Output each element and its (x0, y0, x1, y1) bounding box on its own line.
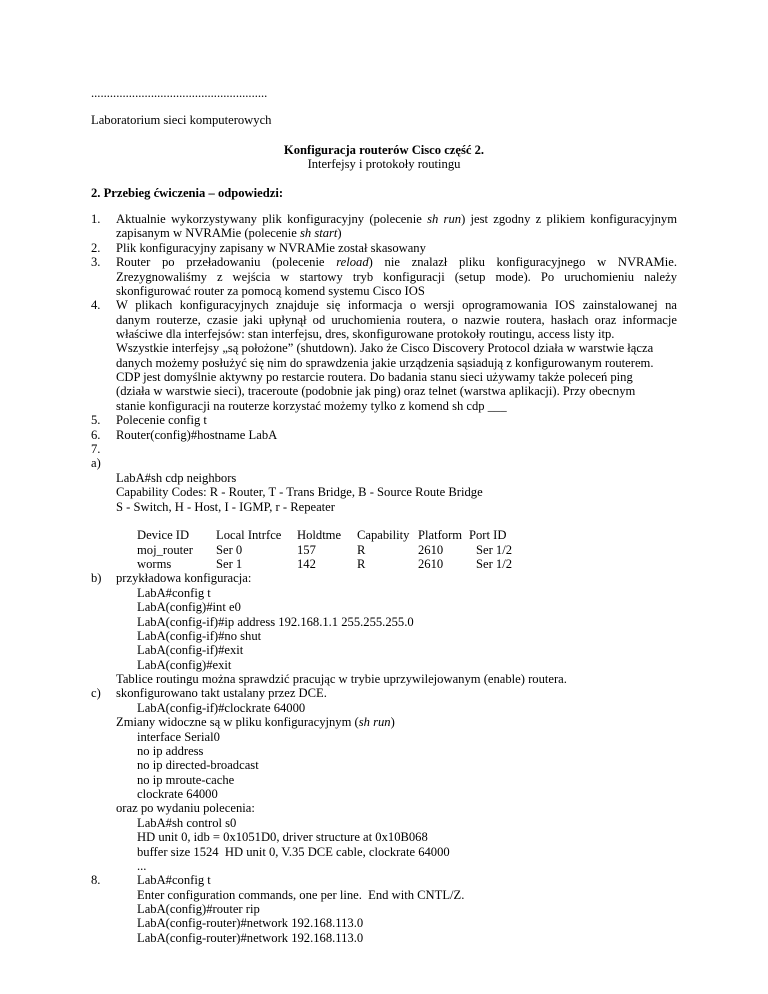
item-number: 1. (91, 212, 101, 226)
item6-text: Router(config)#hostname LabA (116, 428, 278, 442)
item-number: 7. (91, 442, 101, 456)
capability-codes-1: Capability Codes: R - Router, T - Trans Bridge, B - Source Route Bridge (116, 485, 483, 499)
item-number: 5. (91, 413, 101, 427)
document-title: Konfiguracja routerów Cisco część 2. (283, 143, 485, 157)
config-line: LabA(config-if)#exit (137, 643, 244, 657)
table-cell: 2610 (418, 543, 444, 557)
table-header: Local Intrfce (216, 528, 282, 542)
item4-line4: Wszystkie interfejsy „są położone” (shutdown). Jako że Cisco Discovery Protocol działa w warstwie łącza (116, 341, 654, 355)
c-intro: skonfigurowano takt ustalany przez DCE. (116, 686, 327, 700)
config-line: LabA#config t (137, 586, 211, 600)
b-intro: przykładowa konfiguracja: (116, 571, 252, 585)
config-line: no ip directed-broadcast (137, 758, 259, 772)
config-line: interface Serial0 (137, 730, 220, 744)
table-cell: moj_router (137, 543, 193, 557)
table-cell: Ser 1 (216, 557, 243, 571)
show-line: LabA#sh control s0 (137, 816, 237, 830)
config-line: no ip mroute-cache (137, 773, 235, 787)
rip-line: LabA#config t (137, 873, 211, 887)
config-line: no ip address (137, 744, 204, 758)
subitem-label: a) (91, 456, 101, 470)
table-header: Platform (418, 528, 463, 542)
rip-line: LabA(config-router)#network 192.168.113.0 (137, 931, 364, 945)
author-dots: ........................................................ (91, 86, 268, 100)
item1-line1: Aktualnie wykorzystywany plik konfiguracyjny (polecenie sh run) jest zgodny z plikiem konfiguracyjnym (116, 212, 678, 226)
item-number: 2. (91, 241, 101, 255)
lab-name: Laboratorium sieci komputerowych (91, 113, 272, 127)
table-cell: worms (137, 557, 172, 571)
table-cell: R (357, 543, 366, 557)
item4-line3: właściwe dla interfejsów: stan interfejsu, dres, skonfigurowane protokoły routingu, access listy itp. (116, 327, 615, 341)
rip-line: Enter configuration commands, one per line. End with CNTL/Z. (137, 888, 465, 902)
table-header: Device ID (137, 528, 190, 542)
rip-line: LabA(config)#router rip (137, 902, 260, 916)
table-cell: Ser 1/2 (476, 543, 513, 557)
subitem-label: b) (91, 571, 102, 585)
item-number: 3. (91, 255, 101, 269)
show-line: ... (137, 859, 147, 873)
item4-line5: danych możemy posłużyć się nim do sprawdzenia jakie urządzenia sąsiadują z konfigurowanym routerem. (116, 356, 654, 370)
config-line: LabA(config)#exit (137, 658, 232, 672)
capability-codes-2: S - Switch, H - Host, I - IGMP, r - Repeater (116, 500, 335, 514)
table-cell: 157 (297, 543, 316, 557)
config-line: LabA(config-if)#ip address 192.168.1.1 255.255.255.0 (137, 615, 414, 629)
table-cell: R (357, 557, 366, 571)
item4-line1: W plikach konfiguracyjnych znajduje się informacja o wersji oprogramowania IOS zainstalowanej na (116, 298, 677, 312)
config-line: LabA(config-if)#no shut (137, 629, 262, 643)
item3-line1: Router po przeładowaniu (polecenie reload) nie znalazł pliku konfiguracyjnego w NVRAMie. (116, 255, 677, 269)
item3-line3: skonfigurować router za pomocą komend systemu Cisco IOS (116, 284, 425, 298)
rip-line: LabA(config-router)#network 192.168.113.0 (137, 916, 364, 930)
subitem-label: c) (91, 686, 101, 700)
item-number: 8. (91, 873, 101, 887)
routing-table-note: Tablice routingu można sprawdzić pracując w trybie uprzywilejowanym (enable) routera. (116, 672, 567, 686)
section-heading: 2. Przebieg ćwiczenia – odpowiedzi: (91, 186, 284, 200)
table-header: Port ID (469, 528, 507, 542)
changes-note: Zmiany widoczne są w pliku konfiguracyjnym (sh run) (116, 715, 395, 729)
item-number: 6. (91, 428, 101, 442)
table-cell: 2610 (418, 557, 444, 571)
after-note: oraz po wydaniu polecenia: (116, 801, 255, 815)
cdp-command: LabA#sh cdp neighbors (116, 471, 237, 485)
item2-text: Plik konfiguracyjny zapisany w NVRAMie został skasowany (116, 241, 426, 255)
document-subtitle: Interfejsy i protokoły routingu (307, 157, 461, 171)
item4-line8: stanie konfiguracji na routerze korzystać możemy tylko z komend sh cdp ___ (116, 399, 507, 413)
item-number: 4. (91, 298, 101, 312)
item4-line6: CDP jest domyślnie aktywny po restarcie routera. Do badania stanu sieci używamy także poleceń ping (116, 370, 633, 384)
clockrate-command: LabA(config-if)#clockrate 64000 (137, 701, 306, 715)
table-header: Capability (357, 528, 410, 542)
table-cell: Ser 0 (216, 543, 243, 557)
table-cell: Ser 1/2 (476, 557, 513, 571)
item3-line2: Zrezygnowaliśmy z wejścia w startowy tryb konfiguracji (setup mode). Po uruchomieniu należy (116, 270, 677, 284)
item4-line7: (działa w warstwie sieci), traceroute (podobnie jak ping) oraz telnet (warstwa aplikacji). Przy obecnym (116, 384, 636, 398)
config-line: LabA(config)#int e0 (137, 600, 241, 614)
item4-line2: danym routerze, czasie jaki upłynął od uruchomienia routera, o nazwie routera, hasłach oraz informacje (116, 313, 677, 327)
config-line: clockrate 64000 (137, 787, 218, 801)
table-header: Holdtme (297, 528, 342, 542)
item1-line2: zapisanym w NVRAMie (polecenie sh start) (116, 226, 342, 240)
table-cell: 142 (297, 557, 316, 571)
show-line: buffer size 1524 HD unit 0, V.35 DCE cable, clockrate 64000 (137, 845, 450, 859)
item5-text: Polecenie config t (116, 413, 207, 427)
show-line: HD unit 0, idb = 0x1051D0, driver structure at 0x10B068 (137, 830, 428, 844)
